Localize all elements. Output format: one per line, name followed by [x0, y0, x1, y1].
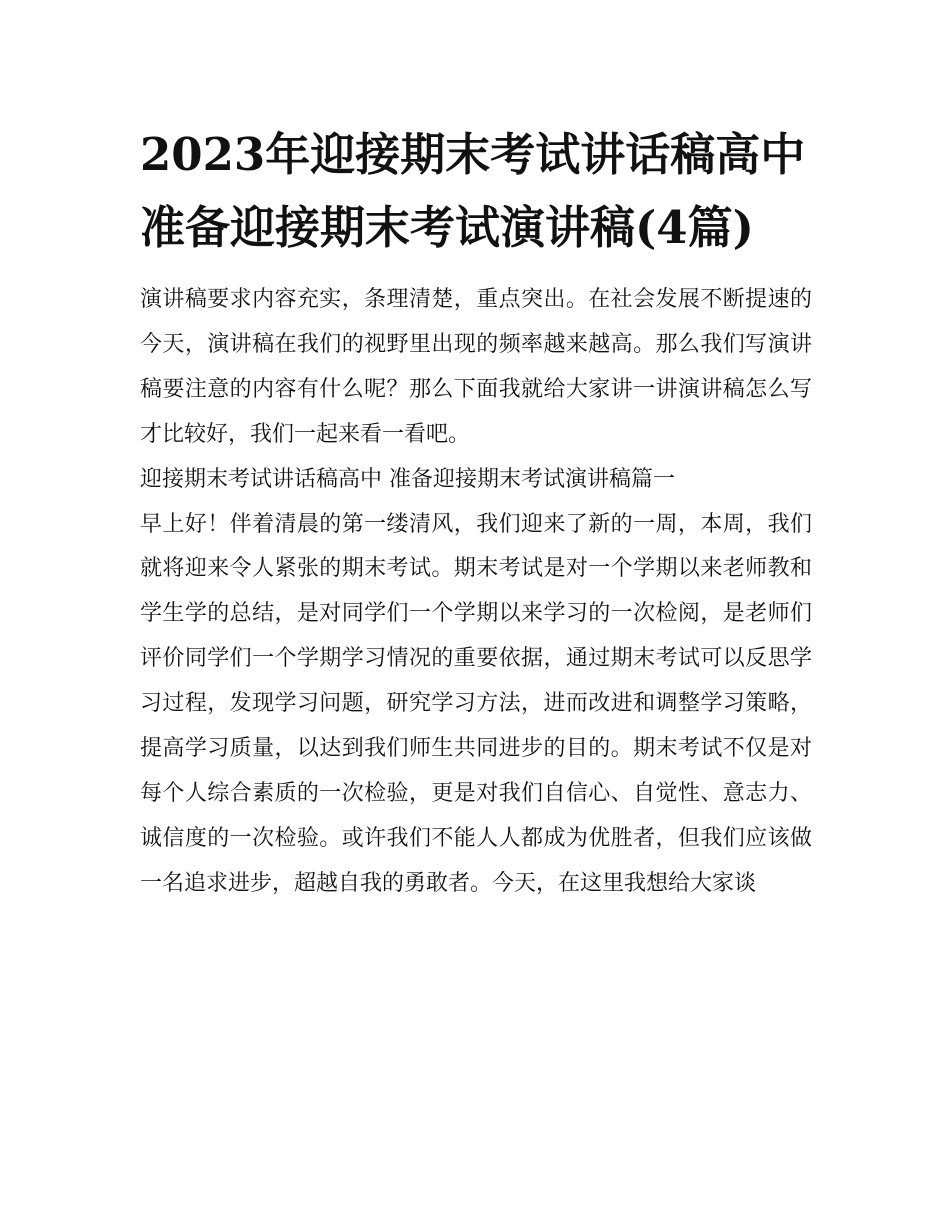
- document-body: [140, 278, 812, 907]
- document-page: [140, 118, 812, 907]
- body-paragraph: 早上好！伴着清晨的第一缕清风，我们迎来了新的一周，本周，我们就将迎来令人紧张的期末考试。期末考试是对一个学期以来老师教和学生学的总结，是对同学们一个学期以来学习的一次检阅，是老师们评价同学们一个学期学习情况的重要依据，通过期末考试可以反思学习过程，发现学习问题，研究学习方法，进而改进和调整学习策略，提高学习质量，以达到我们师生共同进步的目的。期末考试不仅是对每个人综合素质的一次检验，更是对我们自信心、自觉性、意志力、诚信度的一次检验。或许我们不能人人都成为优胜者，但我们应该做一名追求进步，超越自我的勇敢者。今天，在这里我想给大家谈: [140, 511, 812, 896]
- intro-paragraph: 演讲稿要求内容充实，条理清楚，重点突出。在社会发展不断提速的今天，演讲稿在我们的视野里出现的频率越来越高。那么我们写演讲稿要注意的内容有什么呢？那么下面我就给大家讲一讲演讲稿怎么写才比较好，我们一起来看一看吧。: [140, 287, 812, 447]
- section-heading: 迎接期末考试讲话稿高中 准备迎接期末考试演讲稿篇一: [140, 466, 675, 492]
- document-title: 2023年迎接期末考试讲话稿高中 准备迎接期末考试演讲稿(4篇): [140, 128, 806, 254]
